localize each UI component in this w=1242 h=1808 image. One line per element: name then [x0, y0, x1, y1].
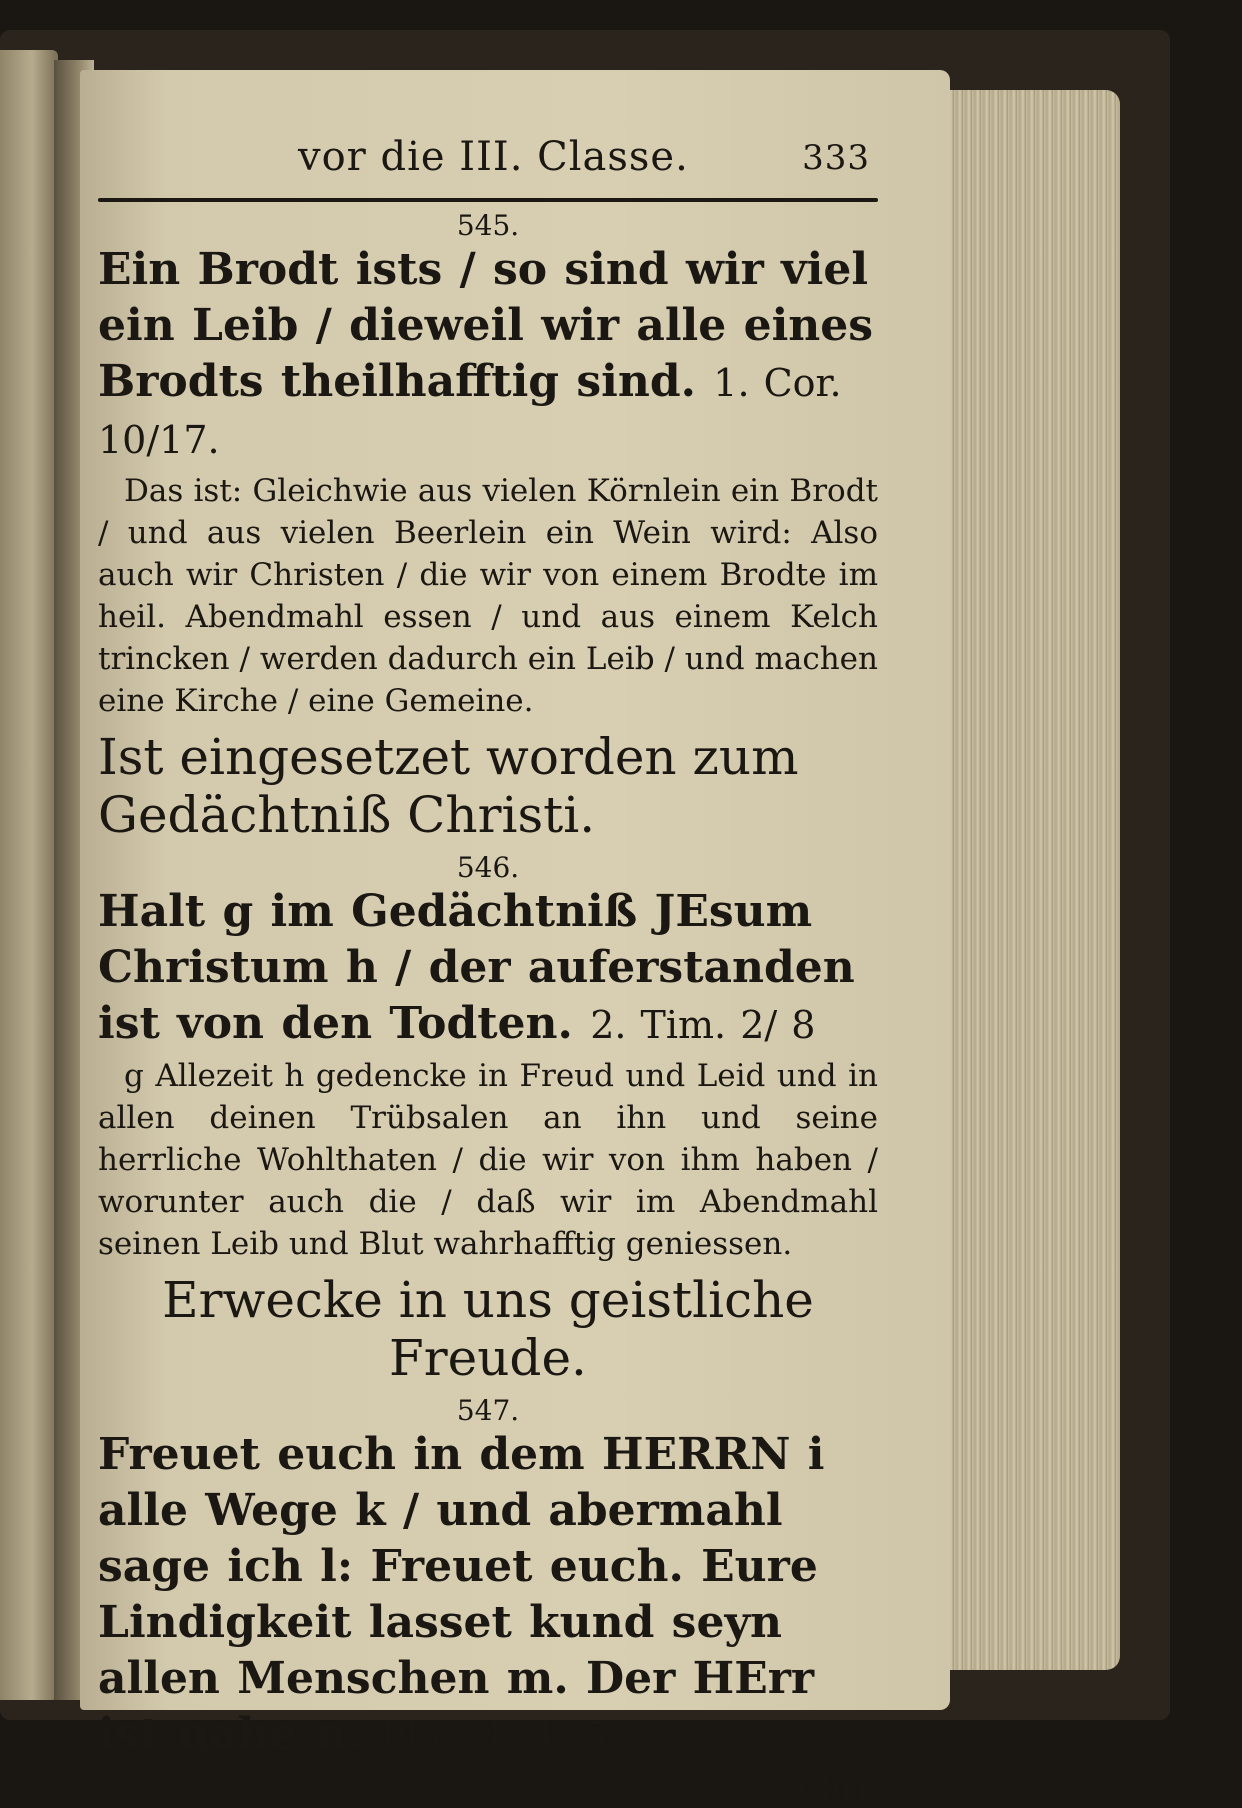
verse-body: Ein Brodt ists / so sind wir viel ein Leib / dieweil wir alle eines Brodts theilhafftig sind.: [98, 244, 874, 407]
section-heading: Erwecke in uns geistliche Freude.: [162, 1271, 814, 1387]
verse-reference: 2. Tim. 2/ 8: [590, 1003, 816, 1047]
section-heading: Ist eingesetzet worden zum Gedächtniß Christi.: [98, 728, 799, 844]
section-number: 546.: [456, 851, 520, 884]
verse-reference: 1. Cor. 10/17.: [98, 361, 842, 462]
left-page-edge: [0, 50, 58, 1700]
verse-text: [98, 1427, 878, 1764]
section-number: 547.: [456, 1394, 520, 1427]
section-number: 545.: [456, 209, 520, 242]
gloss-body: g Allezeit h gedencke in Freud und Leid und in allen deinen Trübsalen an ihn und seine herrliche Wohlthaten / die wir von ihm haben / worunter auch die / daß wir im Abendmahl seinen Leib und Blut wahrhafftig geniessen.: [98, 1058, 878, 1262]
verse-text: [98, 242, 878, 468]
gloss-body: Das ist: Gleichwie aus vielen Körnlein ein Brodt / und aus vielen Beerlein ein Wein wird: Also auch wir Christen / die wir von einem Brodte im heil. Abendmahl essen / und aus einem Kelch trincken / werden dadurch ein Leib / und machen eine Kirche / eine Gemeine.: [98, 473, 878, 719]
verse-text: [98, 884, 878, 1053]
verse-body: Freuet euch in dem HERRN i alle Wege k / und abermahl sage ich l: Freuet euch. Eure Lindigkeit lasset kund seyn allen Menschen m. Der HErr ist nahe n.: [98, 1429, 825, 1760]
verse-reference: Phil. 4/ 4. 5.: [379, 1714, 618, 1758]
gloss-text: [98, 1055, 878, 1265]
gloss-text: [98, 470, 878, 722]
running-title: vor die III. Classe.: [298, 134, 689, 180]
catchword: i Chri-: [776, 1770, 878, 1808]
header-rule: [98, 198, 878, 202]
verse-body: Halt g im Gedächtniß JEsum Christum h / der auferstanden ist von den Todten.: [98, 886, 855, 1049]
page-header: [98, 130, 878, 190]
page-content: [98, 130, 878, 1808]
page-number: 333: [802, 138, 870, 178]
page-block-edges: [945, 90, 1120, 1670]
